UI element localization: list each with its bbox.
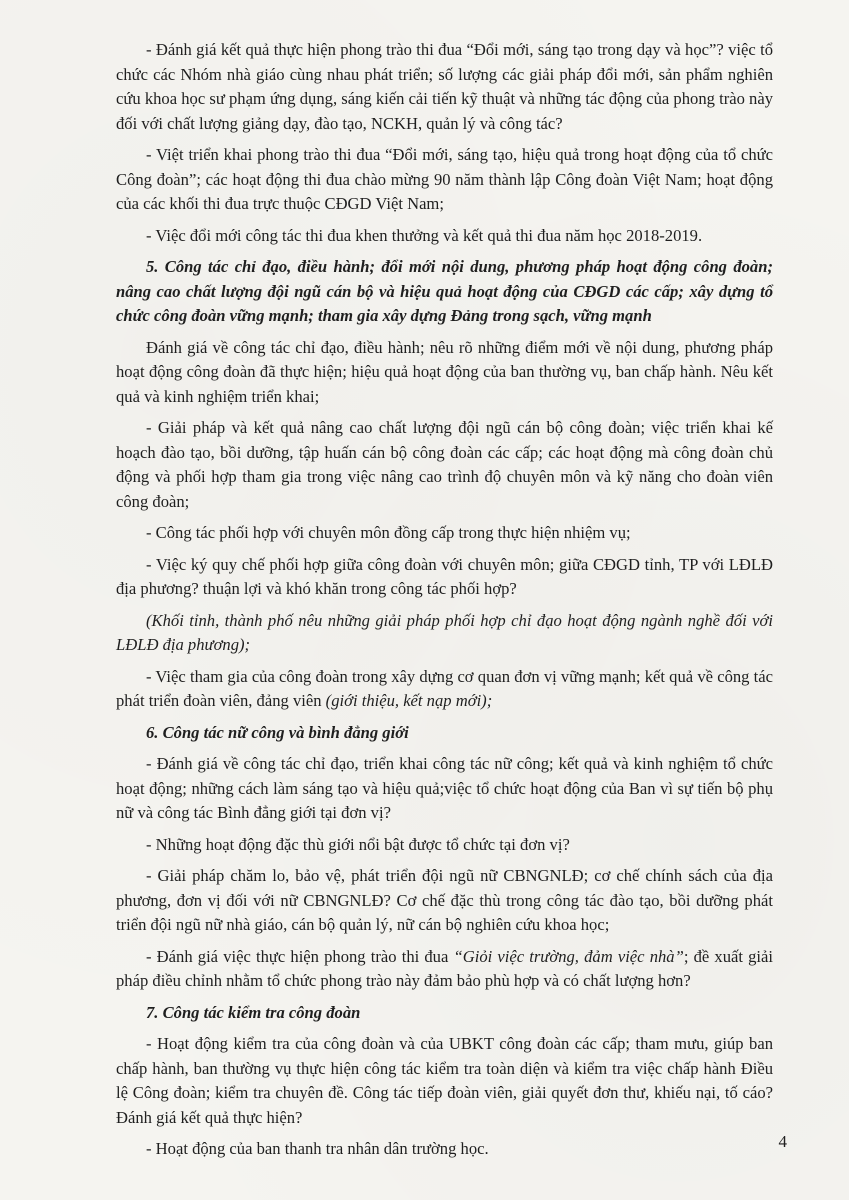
paragraph-provincial-note: (Khối tỉnh, thành phố nêu những giải pháp phối hợp chỉ đạo hoạt động ngành nghề đối với LĐLĐ địa phương); <box>116 610 773 654</box>
paragraph-union-emulation: - Việt triển khai phong trào thi đua “Đổi mới, sáng tạo, hiệu quả trong hoạt động của tổ chức Công đoàn”; các hoạt động thi đua chào mừng 90 năm thành lập Công đoàn Việt Nam; hoạt động của các khối thi đua trực thuộc CĐGD Việt Nam; <box>116 145 773 213</box>
paragraph-women-work: - Đánh giá về công tác chỉ đạo, triển khai công tác nữ công; kết quả và kinh nghiệm tổ chức hoạt động; những cách làm sáng tạo và hiệu quả;việc tổ chức hoạt động của Ban vì sự tiến bộ phụ nữ và công tác Bình đẳng giới tại đơn vị? <box>116 754 773 822</box>
paragraph-emulation-evaluation: - Đánh giá kết quả thực hiện phong trào thi đua “Đổi mới, sáng tạo trong dạy và học”? việc tổ chức các Nhóm nhà giáo cùng nhau phát triển; số lượng các giải pháp đổi mới, sản phẩm nghiên cứu khoa học sư phạm ứng dụng, sáng kiến cải tiến kỹ thuật và những tác động của phong trào này đối với chất lượng giảng dạy, đào tạo, NCKH, quản lý và công tác? <box>116 40 773 133</box>
paragraph-member-development-text: - Việc tham gia của công đoàn trong xây dựng cơ quan đơn vị vững mạnh; kết quả về công tác phát triển đoàn viên, đảng viên <box>116 666 773 710</box>
paragraph-people-inspection: - Hoạt động của ban thanh tra nhân dân trường học. <box>146 1139 489 1158</box>
paragraph-campaign-name: “Giỏi việc trường, đảm việc nhà” <box>453 946 684 966</box>
paragraph-coordination: - Công tác phối hợp với chuyên môn đồng cấp trong thực hiện nhiệm vụ; <box>146 523 631 542</box>
section-heading-5: 5. Công tác chỉ đạo, điều hành; đổi mới nội dung, phương pháp hoạt động công đoàn; nâng cao chất lượng đội ngũ cán bộ và hiệu quả hoạt động của CĐGD các cấp; xây dựng tổ chức công đoàn vững mạnh; tham gia xây dựng Đảng trong sạch, vững mạnh <box>116 257 773 325</box>
paragraph-campaign-suffix: ; đề xuất giải pháp điều chỉnh nhằm tổ chức phong trào này đảm bảo phù hợp và có chất lượng hơn? <box>116 946 774 990</box>
paragraph-direction-evaluation: Đánh giá về công tác chỉ đạo, điều hành; nêu rõ những điểm mới về nội dung, phương pháp hoạt động công đoàn đã thực hiện; hiệu quả hoạt động của ban thường vụ, ban chấp hành. Nêu kết quả và kinh nghiệm triển khai; <box>116 337 773 406</box>
page-number: 4 <box>778 1132 787 1151</box>
paragraph-member-development <box>116 665 773 714</box>
paragraph-cadre-quality: - Giải pháp và kết quả nâng cao chất lượng đội ngũ cán bộ công đoàn; việc triển khai kế hoạch đào tạo, bồi dưỡng, tập huấn cán bộ công đoàn các cấp; các hoạt động mà công đoàn chủ động và phối hợp tham gia trong việc nâng cao trình độ chuyên môn và kỹ năng cho đoàn viên công đoàn; <box>116 418 773 511</box>
paragraph-member-development-note: (giới thiệu, kết nạp mới); <box>325 691 493 710</box>
paragraph-school-home-campaign <box>116 945 773 994</box>
paragraph-coordination-regulation: - Việc ký quy chế phối hợp giữa công đoàn với chuyên môn; giữa CĐGD tỉnh, TP với LĐLĐ địa phương? thuận lợi và khó khăn trong công tác phối hợp? <box>116 554 773 598</box>
paragraph-gender-activities: - Những hoạt động đặc thù giới nổi bật được tổ chức tại đơn vị? <box>146 834 570 854</box>
section-heading-7: 7. Công tác kiểm tra công đoàn <box>146 1002 361 1022</box>
paragraph-reward-reform: - Việc đổi mới công tác thi đua khen thưởng và kết quả thi đua năm học 2018-2019. <box>146 225 703 245</box>
paragraph-inspection: - Hoạt động kiểm tra của công đoàn và của UBKT công đoàn các cấp; tham mưu, giúp ban chấp hành, ban thường vụ thực hiện công tác kiểm tra toàn diện và kiểm tra việc chấp hành Điều lệ Công đoàn; kiểm tra chuyên đề. Công tác tiếp đoàn viên, giải quyết đơn thư, khiếu nại, tố cáo? Đánh giá kết quả thực hiện? <box>116 1034 773 1127</box>
section-heading-6: 6. Công tác nữ công và bình đẳng giới <box>146 722 409 742</box>
paragraph-female-staff: - Giải pháp chăm lo, bảo vệ, phát triển đội ngũ nữ CBNGNLĐ; cơ chế chính sách của địa phương, đơn vị đối với nữ CBNGNLĐ? Cơ chế đặc thù trong công tác đào tạo, bồi dưỡng phát triển đội ngũ nữ nhà giáo, cán bộ quản lý, nữ cán bộ nghiên cứu khoa học; <box>116 866 773 934</box>
paragraph-campaign-text: - Đánh giá việc thực hiện phong trào thi đua <box>146 946 454 966</box>
